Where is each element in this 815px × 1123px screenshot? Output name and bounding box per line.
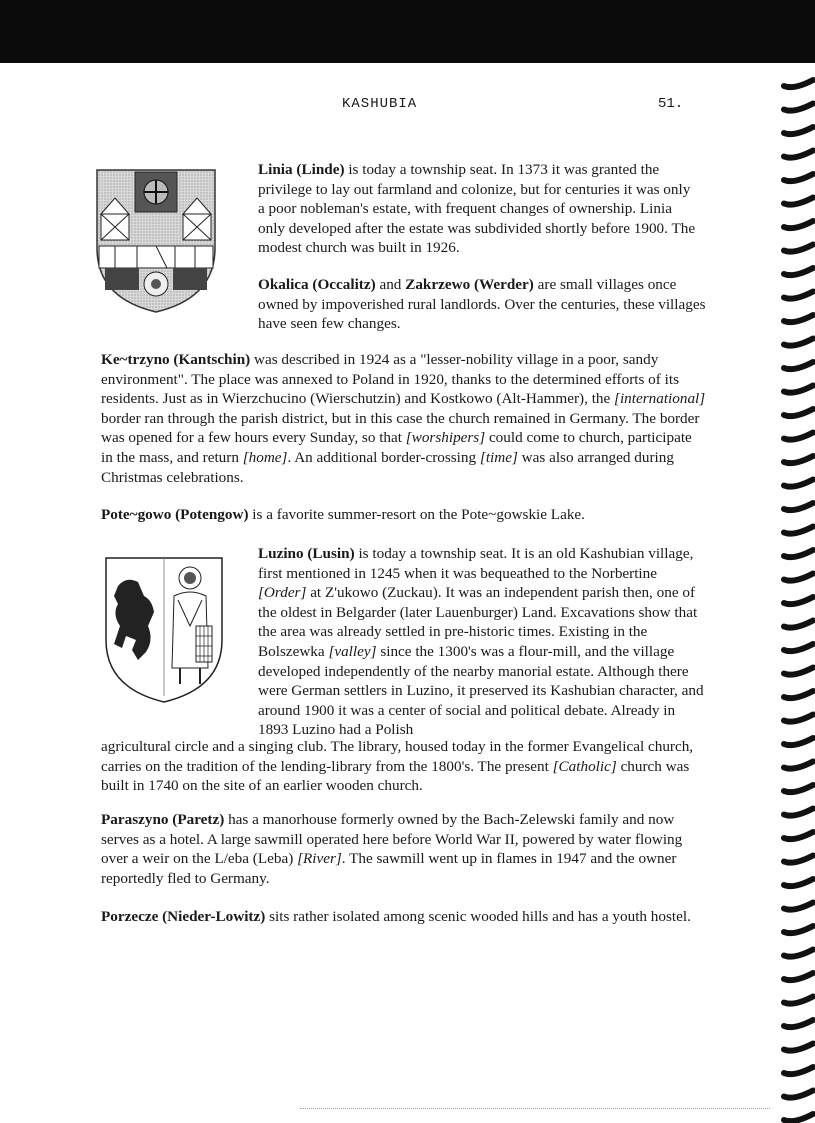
place-name-okalica: Okalica (Occalitz)	[258, 276, 376, 293]
paragraph-potegowo: Pote~gowo (Potengow) is a favorite summer-resort on the Pote~gowskie Lake.	[101, 506, 585, 523]
binding-coil	[784, 691, 813, 698]
binding-coil	[784, 738, 813, 745]
binding-coil	[784, 1020, 813, 1027]
binding-coil	[784, 621, 813, 628]
binding-coil	[784, 198, 813, 205]
binding-coil	[784, 268, 813, 275]
scan-artifact-line	[300, 1108, 770, 1109]
place-name-paraszyno: Paraszyno (Paretz)	[101, 811, 225, 828]
binding-coil	[784, 292, 813, 299]
binding-coil	[784, 339, 813, 346]
binding-coil	[784, 950, 813, 957]
scan-top-border	[0, 0, 815, 63]
spiral-binding	[780, 60, 815, 1123]
binding-coil	[784, 503, 813, 510]
binding-coil	[784, 550, 813, 557]
binding-coil	[784, 315, 813, 322]
binding-coil	[784, 386, 813, 393]
binding-coil	[784, 151, 813, 158]
binding-coil	[784, 597, 813, 604]
paragraph-linia: Linia (Linde) is today a township seat. In 1373 it was granted the privilege to lay out farmland and colonize, but for centuries it was only a poor nobleman's estate, with frequent changes of ownership. Linia only developed after the estate was subdivided shortly before 1900. The modest church was built in 1926.	[258, 161, 696, 257]
binding-coil	[784, 409, 813, 416]
binding-coil	[784, 221, 813, 228]
page-number: 51.	[658, 96, 684, 112]
binding-coil	[784, 926, 813, 933]
binding-coil	[784, 362, 813, 369]
binding-coil	[784, 785, 813, 792]
place-name-porzecze: Porzecze (Nieder-Lowitz)	[101, 908, 266, 925]
binding-coil	[784, 809, 813, 816]
luzino-coat-of-arms	[104, 556, 224, 704]
binding-coil	[784, 174, 813, 181]
binding-coil	[784, 574, 813, 581]
running-header-title: KASHUBIA	[342, 96, 418, 112]
binding-coil	[784, 480, 813, 487]
place-name-ketrzyno: Ke~trzyno (Kantschin)	[101, 351, 251, 368]
binding-coil	[784, 973, 813, 980]
binding-coil	[784, 879, 813, 886]
binding-coil	[784, 1067, 813, 1074]
place-name-potegowo: Pote~gowo (Potengow)	[101, 506, 249, 523]
place-name-linia: Linia (Linde)	[258, 161, 345, 178]
linia-coat-of-arms	[95, 168, 217, 314]
binding-coil	[784, 715, 813, 722]
paragraph-luzino: Luzino (Lusin) is today a township seat. It is an old Kashubian village, first mentioned in 1245 when it was bequeathed to the Norbertine [Order] at Z'ukowo (Zuckau). It was an independent parish then, one of the oldest in Belgarder (later Lauenburger) Land. Excavations show that the area was already settled in pre-historic times. Existing in the Bolszewka [valley] since the 1300's was a flour-mill, and the village developed independently of the nearby manorial estate. Although there were German settlers in Luzino, it preserved its Kashubian character, and around 1900 it was a center of social and political debate. Already in 1893 Luzino had a Polish	[258, 545, 704, 739]
paragraph-ketrzyno: Ke~trzyno (Kantschin) was described in 1924 as a "lesser-nobility village in a poor, sandy environment". The place was annexed to Poland in 1920, thanks to the determined efforts of its residents. Just as in Wierzchucino (Wierschutzin) and Kostkowo (Alt-Hammer), the [international] border ran through the parish district, but in this case the church remained in Germany. The border was opened for a few hours every Sunday, so that [worshipers] could come to church, participate in the mass, and return [home]. An additional border-crossing [time] was also arranged during Christmas celebrations.	[101, 351, 706, 486]
place-name-luzino: Luzino (Lusin)	[258, 545, 355, 562]
binding-coil	[784, 245, 813, 252]
binding-coil	[784, 997, 813, 1004]
binding-coil	[784, 762, 813, 769]
binding-coil	[784, 1091, 813, 1098]
binding-coil	[784, 903, 813, 910]
binding-coil	[784, 456, 813, 463]
binding-coil	[784, 668, 813, 675]
binding-coil	[784, 80, 813, 87]
place-name-zakrzewo: Zakrzewo (Werder)	[405, 276, 534, 293]
binding-coil	[784, 104, 813, 111]
binding-coil	[784, 1114, 813, 1121]
paragraph-paraszyno: Paraszyno (Paretz) has a manorhouse formerly owned by the Bach-Zelewski family and now serves as a hotel. A large sawmill operated here before World War II, powered by water flowing over a weir on the L/eba (Leba) [River]. The sawmill went up in flames in 1947 and the owner reportedly fled to Germany.	[101, 811, 683, 887]
paragraph-luzino-continued: agricultural circle and a singing club. The library, housed today in the former Evangelical church, carries on the tradition of the lending-library from the 1800's. The present [Catholic] church was built in 1740 on the site of an earlier wooden church.	[101, 738, 694, 795]
paragraph-porzecze: Porzecze (Nieder-Lowitz) sits rather isolated among scenic wooded hills and has a youth hostel.	[101, 908, 691, 925]
binding-coil	[784, 644, 813, 651]
binding-coil	[784, 127, 813, 134]
binding-coil	[784, 1044, 813, 1051]
binding-coil	[784, 856, 813, 863]
paragraph-okalica: Okalica (Occalitz) and Zakrzewo (Werder) are small villages once owned by impoverished rural landlords. Over the centuries, these villages have seen few changes.	[258, 276, 706, 333]
binding-coil	[784, 433, 813, 440]
binding-coil	[784, 832, 813, 839]
binding-coil	[784, 527, 813, 534]
